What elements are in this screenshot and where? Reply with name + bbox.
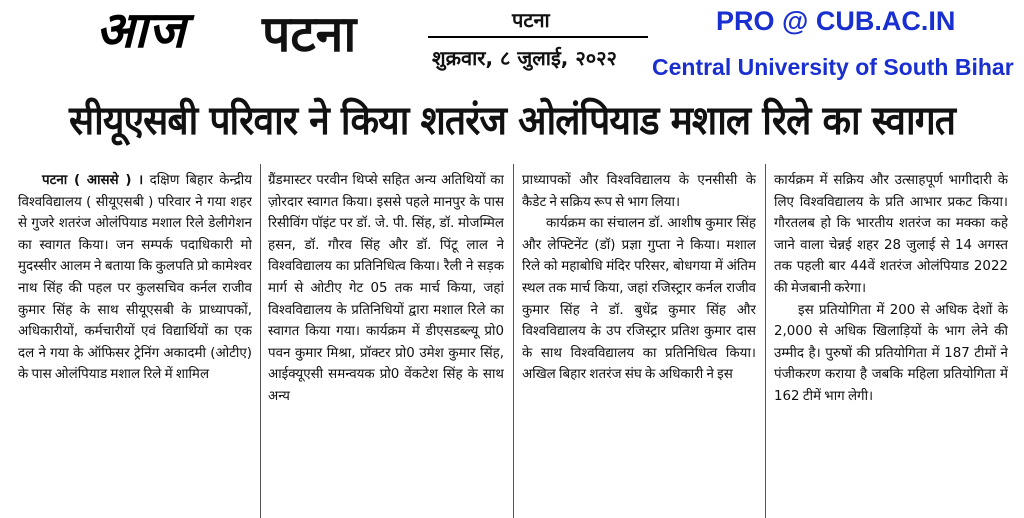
article-column-3	[522, 170, 756, 518]
dateline: पटना ( आससे ) ।	[42, 173, 144, 188]
article-text: इस प्रतियोगिता में 200 से अधिक देशों के 2,000 से अधिक खिलाड़ियों के भाग लेने की उम्मीद है। पुरुषों की प्रतियोगिता में 187 टीमों ने पंजीकरण कराया है जबकि महिला प्रतियोगिता में 162 टीमें भाग लेगी।	[774, 302, 1008, 404]
page-label: पटना	[512, 8, 550, 32]
article-body	[0, 170, 1024, 518]
newspaper-logo: आज	[96, 0, 187, 59]
article-text: कार्यक्रम का संचालन डॉ. आशीष कुमार सिंह और लेफ्टिनेंट (डॉ) प्रज्ञा गुप्ता ने किया। मशाल रिले को महाबोधि मंदिर परिसर, बोधगया में अंतिम स्थल तक मार्च किया, जहां रजिस्ट्रार कर्नल राजीव कुमार सिंह ने डॉ. बुधेंद्र कुमार सिंह और विश्वविद्यालय के उप रजिस्ट्रार प्रतिश कुमार दास के साथ विश्वविद्यालय का प्रतिनिधित्व किया। अखिल बिहार शतरंज संघ के अधिकारी ने इस	[522, 216, 756, 383]
article-text: ग्रैंडमास्टर परवीन थिप्से सहित अन्य अतिथियों का ज़ोरदार स्वागत किया। इससे पहले मानपुर के पास रिसीविंग पॉइंट पर डॉ. जे. पी. सिंह, डॉ. मोजम्मिल हसन, डॉ. गौरव सिंह और डॉ. पिंटू लाल ने विश्वविद्यालय का प्रतिनिधित्व किया। रैली ने सड़क मार्ग से ओटीए गेट 05 तक मार्च किया, जहां विश्वविद्यालय के प्रतिनिधियों द्वारा मशाल रिले का स्वागत किया गया। कार्यक्रम में डीएसडब्ल्यू प्रो0 पवन कुमार मिश्रा, प्रॉक्टर प्रो0 उमेश कुमार सिंह, आईक्यूएसी समन्वयक प्रो0 वेंकटेश सिंह के साथ अन्य	[268, 173, 504, 404]
article-column-2	[268, 170, 504, 518]
masthead	[0, 0, 1024, 90]
article-column-4	[774, 170, 1008, 518]
article-text: दक्षिण बिहार केन्द्रीय विश्वविद्यालय ( सीयूएसबी ) परिवार ने गया शहर से गुजरे शतरंज ओलंपियाड मशाल रिले डेलीगेशन का स्वागत किया। जन सम्पर्क पदाधिकारी मो मुदस्सीर आलम ने बताया कि कुलपति प्रो कामेश्वर नाथ सिंह की पहल पर कुलसचिव कर्नल राजीव कुमार सिंह के साथ सीयूएसबी के प्राध्यापकों, अधिकारीयों, कर्मचारीयों एवं विद्यार्थियों का एक दल ने गया के ऑफिसर ट्रेनिंग अकादमी (ओटीए) के पास ओलंपियाड मशाल रिले में शामिल	[18, 173, 252, 383]
publication-date: शुक्रवार, ८ जुलाई, २०२२	[432, 46, 617, 70]
article-column-1	[18, 170, 252, 518]
edition-city: पटना	[262, 5, 357, 63]
pro-contact: PRO @ CUB.AC.IN	[716, 6, 956, 36]
university-name: Central University of South Bihar	[652, 54, 1014, 80]
divider	[428, 36, 648, 38]
article-text: कार्यक्रम में सक्रिय और उत्साहपूर्ण भागीदारी के लिए विश्वविद्यालय के प्रति आभार प्रकट किया। गौरतलब हो कि भारतीय शतरंज का मक्का कहे जाने वाला चेन्नई शहर 28 जुलाई से 14 अगस्त तक पहली बार 44वें शतरंज ओलंपियाड 2022 की मेजबानी करेगा।	[774, 173, 1008, 296]
headline: सीयूएसबी परिवार ने किया शतरंज ओलंपियाड मशाल रिले का स्वागत	[69, 98, 955, 144]
article-text: प्राध्यापकों और विश्वविद्यालय के एनसीसी के कैडेट ने सक्रिय रूप से भाग लिया।	[522, 173, 756, 210]
